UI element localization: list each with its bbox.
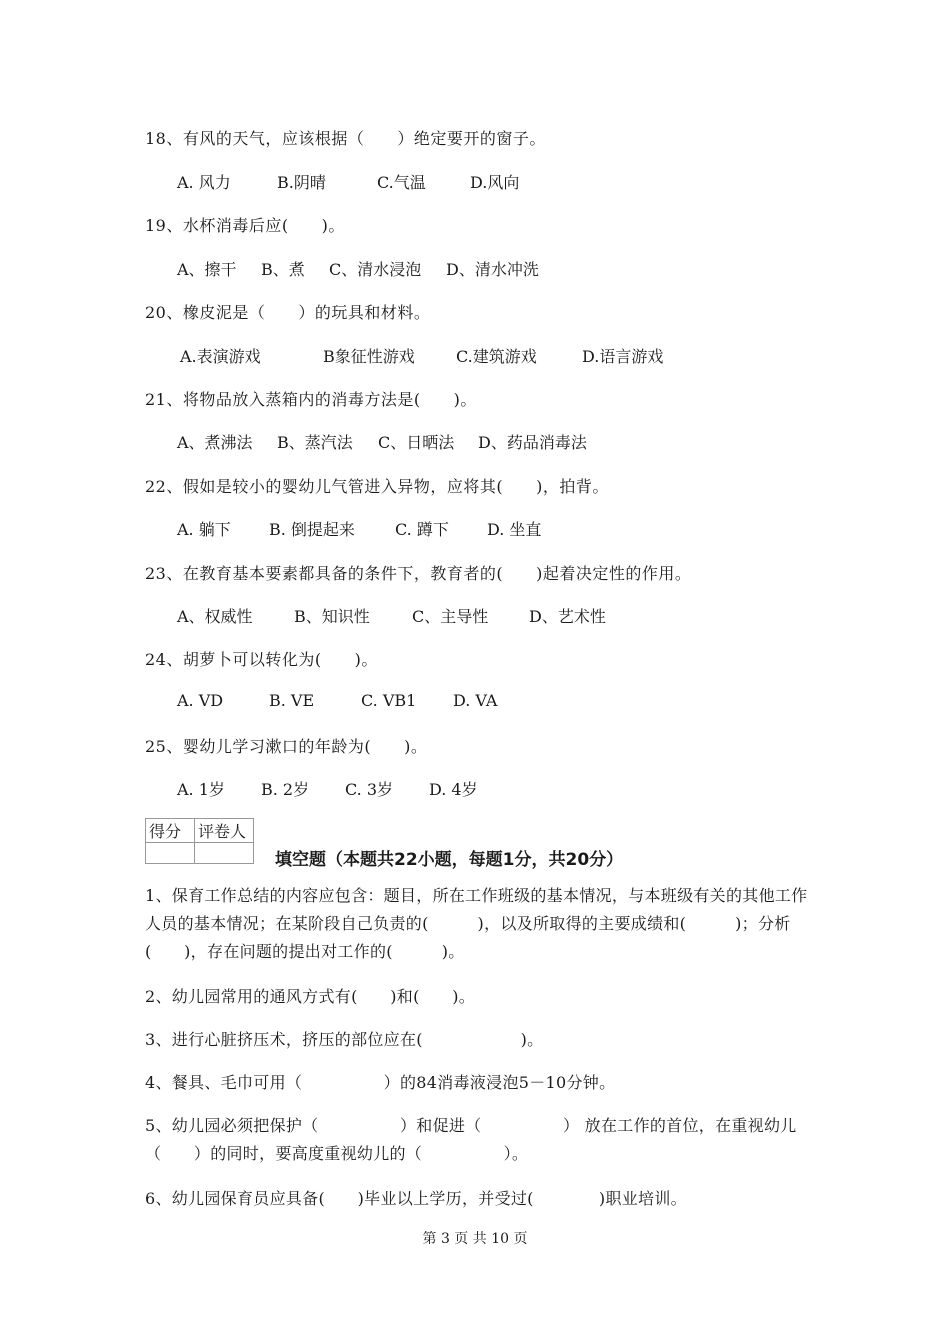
option-a: A. 躺下 <box>177 520 231 539</box>
option-c: C. VB1 <box>361 691 417 710</box>
option-a: A. 1岁 <box>177 780 225 799</box>
option-a: A. 风力 <box>177 173 231 192</box>
option-b: B、煮 <box>261 260 305 279</box>
option-c: C. 蹲下 <box>395 520 449 539</box>
fill-blank-2: 2、幼儿园常用的通风方式有( )和( )。 <box>145 987 476 1006</box>
question-18-options <box>177 170 519 193</box>
option-a: A、擦干 <box>177 260 237 279</box>
question-18: 18、有风的天气，应该根据（ ）绝定要开的窗子。 <box>145 129 546 148</box>
question-21: 21、将物品放入蒸箱内的消毒方法是( )。 <box>145 390 477 409</box>
reviewer-label: 评卷人 <box>195 819 254 843</box>
option-b: B. VE <box>269 691 315 710</box>
option-a: A、煮沸法 <box>177 433 253 452</box>
option-c: C、清水浸泡 <box>329 260 422 279</box>
option-c: C、日晒法 <box>378 433 455 452</box>
option-d: D.风向 <box>470 173 520 192</box>
section-title: 填空题（本题共22小题，每题1分，共20分） <box>275 850 624 870</box>
fill-blank-5: 5、幼儿园必须把保护（ ）和促进（ ） 放在工作的首位，在重视幼儿（ ）的同时，要高度重视幼儿的（ ）。 <box>145 1116 797 1163</box>
option-c: C、主导性 <box>412 607 489 626</box>
question-20: 20、橡皮泥是（ ）的玩具和材料。 <box>145 303 431 322</box>
option-a: A.表演游戏 <box>180 347 261 366</box>
option-b: B. 2岁 <box>261 780 310 799</box>
score-cell <box>146 843 195 864</box>
reviewer-cell <box>195 843 254 864</box>
score-table <box>145 818 254 864</box>
option-a: A. VD <box>177 691 224 710</box>
question-22-options <box>177 517 541 540</box>
score-label: 得分 <box>146 819 195 843</box>
option-d: D. 4岁 <box>429 780 478 799</box>
fill-blank-1: 1、保育工作总结的内容应包含：题目，所在工作班级的基本情况，与本班级有关的其他工作人员的基本情况；在某阶段自己负责的( )，以及所取得的主要成绩和( )；分析( )，存在问题的提出对工作的( )。 <box>145 886 808 961</box>
question-23-options <box>177 604 606 627</box>
option-b: B.阴晴 <box>277 173 326 192</box>
question-25: 25、婴幼儿学习漱口的年龄为( )。 <box>145 737 428 756</box>
question-25-options <box>177 777 478 800</box>
option-c: C. 3岁 <box>345 780 394 799</box>
fill-blank-4: 4、餐具、毛巾可用（ ）的84消毒液浸泡5－10分钟。 <box>145 1073 616 1092</box>
fill-blank-3: 3、进行心脏挤压术，挤压的部位应在( )。 <box>145 1030 544 1049</box>
option-b: B、蒸汽法 <box>277 433 353 452</box>
option-d: D. 坐直 <box>487 520 542 539</box>
option-c: C.气温 <box>377 173 426 192</box>
question-24-options <box>177 691 497 710</box>
question-22: 22、假如是较小的婴幼儿气管进入异物，应将其( )，拍背。 <box>145 477 609 496</box>
option-d: D、药品消毒法 <box>478 433 587 452</box>
option-d: D、清水冲洗 <box>446 260 539 279</box>
option-a: A、权威性 <box>177 607 253 626</box>
option-d: D. VA <box>453 691 498 710</box>
question-21-options <box>177 430 587 453</box>
question-19-options <box>177 257 539 280</box>
question-24: 24、胡萝卜可以转化为( )。 <box>145 650 378 669</box>
option-b: B象征性游戏 <box>323 347 415 366</box>
page-footer: 第 3 页 共 10 页 <box>422 1231 528 1247</box>
option-c: C.建筑游戏 <box>456 347 537 366</box>
option-b: B、知识性 <box>294 607 370 626</box>
question-23: 23、在教育基本要素都具备的条件下，教育者的( )起着决定性的作用。 <box>145 564 692 583</box>
option-d: D.语言游戏 <box>582 347 664 366</box>
fill-blank-6: 6、幼儿园保育员应具备( )毕业以上学历，并受过( )职业培训。 <box>145 1189 687 1208</box>
option-d: D、艺术性 <box>529 607 606 626</box>
question-20-options <box>180 344 663 367</box>
option-b: B. 倒提起来 <box>269 520 355 539</box>
question-19: 19、水杯消毒后应( )。 <box>145 216 345 235</box>
